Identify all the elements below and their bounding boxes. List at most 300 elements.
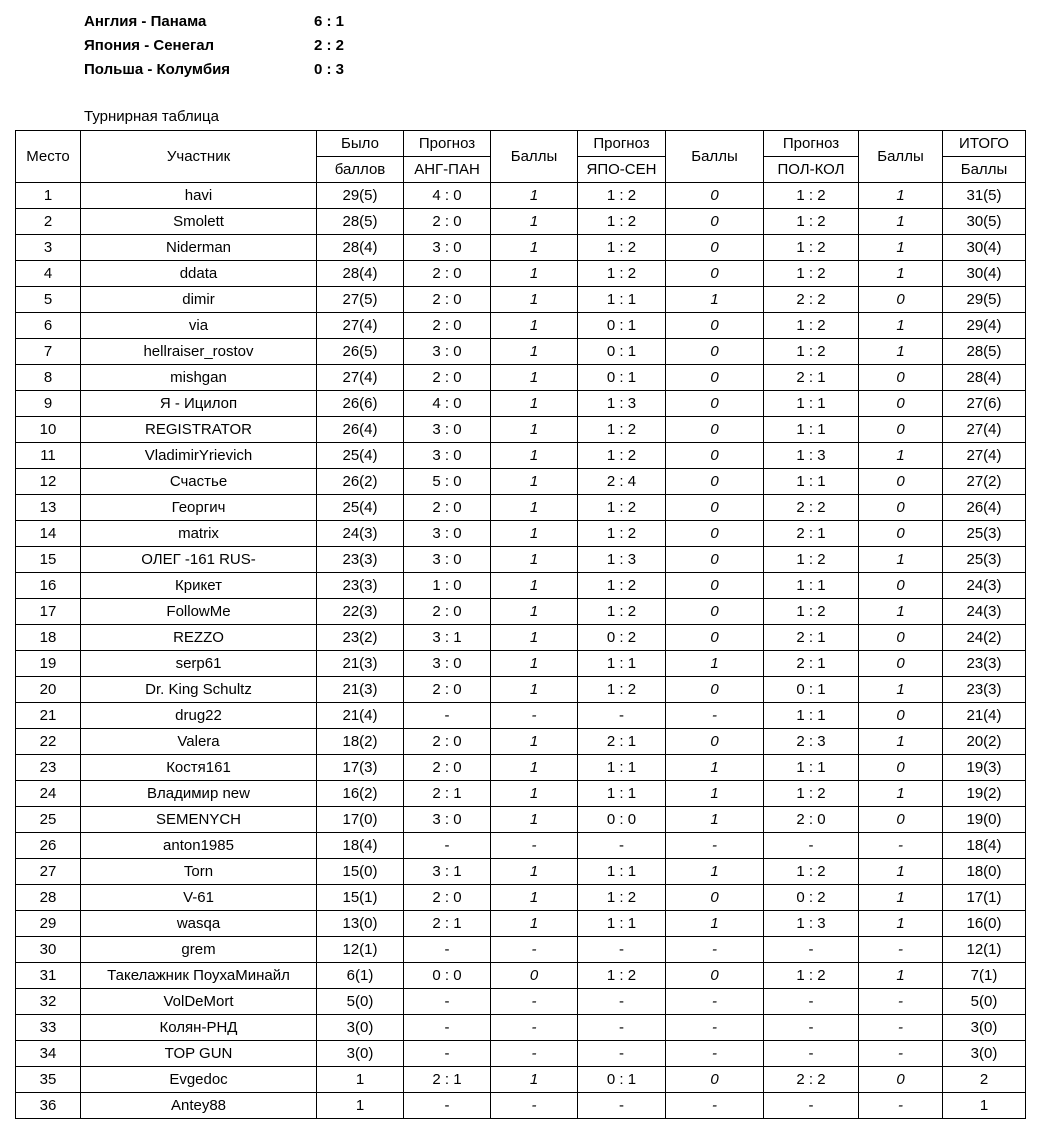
table-row bbox=[16, 1041, 1026, 1067]
cell-points-2: 0 bbox=[666, 677, 764, 703]
table-body bbox=[16, 183, 1026, 1119]
cell-place: 25 bbox=[16, 807, 81, 833]
cell-points-1: 1 bbox=[491, 313, 578, 339]
cell-forecast-1: 3 : 0 bbox=[404, 807, 491, 833]
cell-points-3: 1 bbox=[859, 339, 943, 365]
cell-forecast-2: 2 : 1 bbox=[578, 729, 666, 755]
cell-participant: serp61 bbox=[81, 651, 317, 677]
match-score: 0 : 3 bbox=[314, 61, 345, 78]
cell-points-2: 1 bbox=[666, 781, 764, 807]
cell-place: 10 bbox=[16, 417, 81, 443]
cell-participant: hellraiser_rostov bbox=[81, 339, 317, 365]
cell-prev-points: 26(6) bbox=[317, 391, 404, 417]
table-row bbox=[16, 573, 1026, 599]
cell-place: 26 bbox=[16, 833, 81, 859]
table-row bbox=[16, 313, 1026, 339]
header-place: Место bbox=[16, 131, 81, 183]
cell-points-1: 1 bbox=[491, 235, 578, 261]
cell-points-1: 1 bbox=[491, 469, 578, 495]
cell-total: 3(0) bbox=[943, 1015, 1026, 1041]
cell-total: 27(4) bbox=[943, 443, 1026, 469]
cell-forecast-2: 1 : 2 bbox=[578, 417, 666, 443]
cell-forecast-3: 1 : 3 bbox=[764, 911, 859, 937]
cell-points-2: 0 bbox=[666, 963, 764, 989]
cell-total: 7(1) bbox=[943, 963, 1026, 989]
cell-points-2: 0 bbox=[666, 573, 764, 599]
cell-forecast-3: 2 : 1 bbox=[764, 625, 859, 651]
cell-place: 17 bbox=[16, 599, 81, 625]
cell-prev-points: 5(0) bbox=[317, 989, 404, 1015]
cell-forecast-2: - bbox=[578, 1093, 666, 1119]
cell-points-1: 1 bbox=[491, 807, 578, 833]
cell-points-2: 0 bbox=[666, 235, 764, 261]
cell-prev-points: 21(3) bbox=[317, 651, 404, 677]
cell-total: 29(4) bbox=[943, 313, 1026, 339]
cell-forecast-2: - bbox=[578, 703, 666, 729]
cell-place: 27 bbox=[16, 859, 81, 885]
cell-forecast-3: 2 : 1 bbox=[764, 651, 859, 677]
cell-participant: SEMENYCH bbox=[81, 807, 317, 833]
cell-forecast-2: 1 : 2 bbox=[578, 495, 666, 521]
cell-points-3: 1 bbox=[859, 911, 943, 937]
cell-prev-points: 18(4) bbox=[317, 833, 404, 859]
match-score: 2 : 2 bbox=[314, 37, 345, 54]
cell-points-2: 0 bbox=[666, 183, 764, 209]
cell-forecast-1: 3 : 0 bbox=[404, 235, 491, 261]
table-row bbox=[16, 885, 1026, 911]
table-row bbox=[16, 703, 1026, 729]
cell-points-1: 1 bbox=[491, 521, 578, 547]
cell-forecast-3: 1 : 2 bbox=[764, 235, 859, 261]
cell-place: 13 bbox=[16, 495, 81, 521]
cell-total: 1 bbox=[943, 1093, 1026, 1119]
cell-points-1: - bbox=[491, 833, 578, 859]
header-match-3: ПОЛ-КОЛ bbox=[764, 157, 859, 183]
cell-total: 27(2) bbox=[943, 469, 1026, 495]
cell-points-3: 1 bbox=[859, 885, 943, 911]
cell-participant: wasqa bbox=[81, 911, 317, 937]
cell-place: 32 bbox=[16, 989, 81, 1015]
table-row bbox=[16, 677, 1026, 703]
cell-forecast-2: 1 : 2 bbox=[578, 261, 666, 287]
cell-forecast-2: 1 : 1 bbox=[578, 755, 666, 781]
cell-forecast-3: - bbox=[764, 833, 859, 859]
cell-points-3: - bbox=[859, 1093, 943, 1119]
match-teams: Англия - Панама bbox=[84, 13, 207, 30]
cell-forecast-1: 2 : 0 bbox=[404, 209, 491, 235]
cell-participant: Niderman bbox=[81, 235, 317, 261]
cell-place: 31 bbox=[16, 963, 81, 989]
cell-prev-points: 26(4) bbox=[317, 417, 404, 443]
cell-forecast-3: 1 : 2 bbox=[764, 313, 859, 339]
cell-points-2: - bbox=[666, 989, 764, 1015]
cell-total: 2 bbox=[943, 1067, 1026, 1093]
cell-place: 6 bbox=[16, 313, 81, 339]
cell-participant: Antey88 bbox=[81, 1093, 317, 1119]
cell-prev-points: 24(3) bbox=[317, 521, 404, 547]
standings-table bbox=[15, 130, 1026, 1119]
cell-prev-points: 28(5) bbox=[317, 209, 404, 235]
cell-participant: VolDeMort bbox=[81, 989, 317, 1015]
cell-total: 23(3) bbox=[943, 651, 1026, 677]
cell-forecast-2: 0 : 1 bbox=[578, 365, 666, 391]
cell-place: 18 bbox=[16, 625, 81, 651]
cell-forecast-3: 1 : 2 bbox=[764, 209, 859, 235]
cell-forecast-2: - bbox=[578, 937, 666, 963]
cell-total: 31(5) bbox=[943, 183, 1026, 209]
cell-forecast-3: 1 : 2 bbox=[764, 599, 859, 625]
cell-points-1: 1 bbox=[491, 495, 578, 521]
cell-place: 8 bbox=[16, 365, 81, 391]
cell-prev-points: 23(3) bbox=[317, 573, 404, 599]
cell-points-3: 1 bbox=[859, 677, 943, 703]
cell-forecast-3: 2 : 3 bbox=[764, 729, 859, 755]
table-row bbox=[16, 339, 1026, 365]
cell-total: 24(3) bbox=[943, 573, 1026, 599]
cell-forecast-1: 2 : 0 bbox=[404, 495, 491, 521]
cell-points-3: 1 bbox=[859, 963, 943, 989]
cell-place: 28 bbox=[16, 885, 81, 911]
cell-prev-points: 1 bbox=[317, 1093, 404, 1119]
cell-forecast-3: 1 : 2 bbox=[764, 547, 859, 573]
cell-total: 30(5) bbox=[943, 209, 1026, 235]
cell-forecast-3: 2 : 2 bbox=[764, 1067, 859, 1093]
cell-points-1: 1 bbox=[491, 677, 578, 703]
cell-place: 24 bbox=[16, 781, 81, 807]
cell-points-3: 1 bbox=[859, 547, 943, 573]
cell-points-3: 0 bbox=[859, 625, 943, 651]
cell-participant: drug22 bbox=[81, 703, 317, 729]
cell-forecast-3: 1 : 1 bbox=[764, 417, 859, 443]
cell-points-2: 1 bbox=[666, 859, 764, 885]
cell-points-1: 0 bbox=[491, 963, 578, 989]
cell-prev-points: 29(5) bbox=[317, 183, 404, 209]
cell-forecast-2: - bbox=[578, 1015, 666, 1041]
cell-points-3: 1 bbox=[859, 209, 943, 235]
cell-points-1: - bbox=[491, 989, 578, 1015]
cell-participant: Крикет bbox=[81, 573, 317, 599]
table-header bbox=[16, 131, 1026, 183]
cell-participant: Колян-РНД bbox=[81, 1015, 317, 1041]
header-total-top: ИТОГО bbox=[943, 131, 1026, 157]
cell-points-1: - bbox=[491, 937, 578, 963]
cell-forecast-1: 2 : 0 bbox=[404, 677, 491, 703]
cell-place: 4 bbox=[16, 261, 81, 287]
cell-forecast-2: 1 : 1 bbox=[578, 651, 666, 677]
cell-total: 27(6) bbox=[943, 391, 1026, 417]
cell-place: 34 bbox=[16, 1041, 81, 1067]
cell-place: 35 bbox=[16, 1067, 81, 1093]
cell-total: 3(0) bbox=[943, 1041, 1026, 1067]
table-row bbox=[16, 365, 1026, 391]
table-row bbox=[16, 495, 1026, 521]
cell-total: 28(4) bbox=[943, 365, 1026, 391]
cell-points-1: 1 bbox=[491, 209, 578, 235]
table-row bbox=[16, 235, 1026, 261]
cell-place: 33 bbox=[16, 1015, 81, 1041]
cell-participant: matrix bbox=[81, 521, 317, 547]
cell-place: 16 bbox=[16, 573, 81, 599]
cell-points-2: 1 bbox=[666, 651, 764, 677]
cell-prev-points: 27(5) bbox=[317, 287, 404, 313]
cell-participant: V-61 bbox=[81, 885, 317, 911]
cell-forecast-3: 0 : 2 bbox=[764, 885, 859, 911]
cell-prev-points: 23(2) bbox=[317, 625, 404, 651]
cell-forecast-1: - bbox=[404, 937, 491, 963]
cell-points-3: 1 bbox=[859, 235, 943, 261]
cell-forecast-2: 1 : 3 bbox=[578, 391, 666, 417]
cell-prev-points: 28(4) bbox=[317, 261, 404, 287]
cell-points-2: - bbox=[666, 937, 764, 963]
cell-points-2: 1 bbox=[666, 755, 764, 781]
cell-place: 14 bbox=[16, 521, 81, 547]
cell-forecast-2: 1 : 2 bbox=[578, 521, 666, 547]
cell-points-1: 1 bbox=[491, 781, 578, 807]
header-forecast-2: Прогноз bbox=[578, 131, 666, 157]
cell-forecast-1: 3 : 0 bbox=[404, 651, 491, 677]
cell-forecast-3: 2 : 0 bbox=[764, 807, 859, 833]
cell-points-2: 1 bbox=[666, 287, 764, 313]
cell-forecast-2: - bbox=[578, 989, 666, 1015]
cell-points-2: - bbox=[666, 1015, 764, 1041]
cell-points-1: 1 bbox=[491, 183, 578, 209]
cell-total: 28(5) bbox=[943, 339, 1026, 365]
cell-forecast-1: 3 : 1 bbox=[404, 859, 491, 885]
cell-points-3: 0 bbox=[859, 391, 943, 417]
cell-forecast-1: 3 : 0 bbox=[404, 443, 491, 469]
cell-participant: ОЛЕГ -161 RUS- bbox=[81, 547, 317, 573]
cell-forecast-1: 2 : 0 bbox=[404, 261, 491, 287]
cell-forecast-3: 1 : 2 bbox=[764, 963, 859, 989]
table-row bbox=[16, 183, 1026, 209]
cell-place: 22 bbox=[16, 729, 81, 755]
cell-total: 17(1) bbox=[943, 885, 1026, 911]
table-row bbox=[16, 287, 1026, 313]
cell-total: 25(3) bbox=[943, 521, 1026, 547]
cell-participant: dimir bbox=[81, 287, 317, 313]
cell-forecast-1: 2 : 1 bbox=[404, 781, 491, 807]
table-row bbox=[16, 859, 1026, 885]
cell-points-1: - bbox=[491, 1093, 578, 1119]
header-match-1: АНГ-ПАН bbox=[404, 157, 491, 183]
cell-forecast-3: 1 : 1 bbox=[764, 755, 859, 781]
table-row bbox=[16, 755, 1026, 781]
table-row bbox=[16, 391, 1026, 417]
cell-total: 19(3) bbox=[943, 755, 1026, 781]
header-forecast-3: Прогноз bbox=[764, 131, 859, 157]
cell-forecast-3: - bbox=[764, 937, 859, 963]
cell-forecast-1: 5 : 0 bbox=[404, 469, 491, 495]
cell-prev-points: 17(3) bbox=[317, 755, 404, 781]
cell-forecast-2: - bbox=[578, 1041, 666, 1067]
cell-points-2: 0 bbox=[666, 625, 764, 651]
cell-points-3: 0 bbox=[859, 1067, 943, 1093]
table-row bbox=[16, 261, 1026, 287]
cell-points-3: 1 bbox=[859, 183, 943, 209]
match-score: 6 : 1 bbox=[314, 13, 345, 30]
cell-points-1: 1 bbox=[491, 911, 578, 937]
table-row bbox=[16, 729, 1026, 755]
cell-points-3: 1 bbox=[859, 859, 943, 885]
cell-forecast-2: 1 : 2 bbox=[578, 183, 666, 209]
cell-forecast-3: - bbox=[764, 1041, 859, 1067]
cell-forecast-2: - bbox=[578, 833, 666, 859]
cell-points-3: 0 bbox=[859, 287, 943, 313]
cell-points-3: - bbox=[859, 1015, 943, 1041]
cell-forecast-3: 1 : 1 bbox=[764, 391, 859, 417]
cell-forecast-1: - bbox=[404, 1093, 491, 1119]
cell-forecast-3: 1 : 1 bbox=[764, 703, 859, 729]
cell-participant: via bbox=[81, 313, 317, 339]
cell-place: 36 bbox=[16, 1093, 81, 1119]
cell-points-1: 1 bbox=[491, 261, 578, 287]
cell-forecast-1: 2 : 0 bbox=[404, 365, 491, 391]
table-title: Турнирная таблица bbox=[84, 108, 219, 125]
table-row bbox=[16, 521, 1026, 547]
cell-forecast-2: 1 : 2 bbox=[578, 963, 666, 989]
cell-points-1: 1 bbox=[491, 339, 578, 365]
cell-prev-points: 3(0) bbox=[317, 1041, 404, 1067]
header-points-3: Баллы bbox=[859, 131, 943, 183]
cell-points-1: 1 bbox=[491, 599, 578, 625]
cell-points-2: 0 bbox=[666, 885, 764, 911]
cell-participant: Я - Ицилоп bbox=[81, 391, 317, 417]
cell-points-3: 0 bbox=[859, 521, 943, 547]
cell-forecast-1: 2 : 1 bbox=[404, 911, 491, 937]
cell-prev-points: 27(4) bbox=[317, 365, 404, 391]
cell-participant: havi bbox=[81, 183, 317, 209]
cell-forecast-3: 1 : 2 bbox=[764, 859, 859, 885]
cell-points-3: - bbox=[859, 1041, 943, 1067]
cell-prev-points: 1 bbox=[317, 1067, 404, 1093]
cell-points-2: 0 bbox=[666, 365, 764, 391]
cell-place: 19 bbox=[16, 651, 81, 677]
cell-total: 23(3) bbox=[943, 677, 1026, 703]
cell-place: 9 bbox=[16, 391, 81, 417]
cell-participant: grem bbox=[81, 937, 317, 963]
header-forecast-1: Прогноз bbox=[404, 131, 491, 157]
cell-forecast-1: 2 : 0 bbox=[404, 755, 491, 781]
cell-points-3: - bbox=[859, 989, 943, 1015]
cell-points-3: - bbox=[859, 833, 943, 859]
cell-forecast-2: 1 : 2 bbox=[578, 573, 666, 599]
cell-forecast-3: 1 : 2 bbox=[764, 183, 859, 209]
cell-forecast-1: - bbox=[404, 1041, 491, 1067]
table-row bbox=[16, 209, 1026, 235]
cell-place: 20 bbox=[16, 677, 81, 703]
cell-prev-points: 22(3) bbox=[317, 599, 404, 625]
cell-points-1: - bbox=[491, 703, 578, 729]
cell-points-3: 0 bbox=[859, 807, 943, 833]
cell-forecast-3: 2 : 2 bbox=[764, 287, 859, 313]
cell-prev-points: 13(0) bbox=[317, 911, 404, 937]
table-row bbox=[16, 1015, 1026, 1041]
cell-forecast-3: 1 : 3 bbox=[764, 443, 859, 469]
cell-points-2: 0 bbox=[666, 729, 764, 755]
cell-forecast-3: 2 : 1 bbox=[764, 365, 859, 391]
cell-participant: Valera bbox=[81, 729, 317, 755]
table-row bbox=[16, 807, 1026, 833]
table-row bbox=[16, 833, 1026, 859]
cell-forecast-2: 1 : 2 bbox=[578, 885, 666, 911]
cell-total: 19(0) bbox=[943, 807, 1026, 833]
cell-points-2: 0 bbox=[666, 521, 764, 547]
cell-forecast-1: 3 : 0 bbox=[404, 547, 491, 573]
cell-participant: FollowMe bbox=[81, 599, 317, 625]
table-row bbox=[16, 781, 1026, 807]
cell-forecast-1: 0 : 0 bbox=[404, 963, 491, 989]
cell-points-3: 0 bbox=[859, 651, 943, 677]
cell-place: 2 bbox=[16, 209, 81, 235]
cell-prev-points: 21(4) bbox=[317, 703, 404, 729]
cell-points-1: 1 bbox=[491, 417, 578, 443]
cell-participant: Torn bbox=[81, 859, 317, 885]
cell-total: 20(2) bbox=[943, 729, 1026, 755]
cell-forecast-1: 2 : 0 bbox=[404, 885, 491, 911]
cell-forecast-2: 1 : 1 bbox=[578, 287, 666, 313]
cell-prev-points: 12(1) bbox=[317, 937, 404, 963]
cell-prev-points: 16(2) bbox=[317, 781, 404, 807]
cell-points-2: - bbox=[666, 703, 764, 729]
cell-forecast-1: 2 : 0 bbox=[404, 313, 491, 339]
cell-prev-points: 28(4) bbox=[317, 235, 404, 261]
cell-participant: Smolett bbox=[81, 209, 317, 235]
cell-points-3: 1 bbox=[859, 781, 943, 807]
cell-forecast-1: 4 : 0 bbox=[404, 183, 491, 209]
cell-forecast-3: 1 : 2 bbox=[764, 261, 859, 287]
cell-points-3: 1 bbox=[859, 443, 943, 469]
cell-participant: anton1985 bbox=[81, 833, 317, 859]
cell-points-3: 1 bbox=[859, 313, 943, 339]
table-row bbox=[16, 1093, 1026, 1119]
cell-points-2: 0 bbox=[666, 391, 764, 417]
cell-points-2: 0 bbox=[666, 495, 764, 521]
cell-place: 30 bbox=[16, 937, 81, 963]
cell-place: 5 bbox=[16, 287, 81, 313]
cell-place: 7 bbox=[16, 339, 81, 365]
cell-participant: Dr. King Schultz bbox=[81, 677, 317, 703]
cell-points-2: 0 bbox=[666, 261, 764, 287]
cell-points-3: 1 bbox=[859, 599, 943, 625]
cell-forecast-3: - bbox=[764, 989, 859, 1015]
table-row bbox=[16, 547, 1026, 573]
cell-prev-points: 6(1) bbox=[317, 963, 404, 989]
cell-prev-points: 17(0) bbox=[317, 807, 404, 833]
cell-forecast-1: 2 : 0 bbox=[404, 599, 491, 625]
cell-forecast-2: 1 : 1 bbox=[578, 911, 666, 937]
cell-points-1: 1 bbox=[491, 885, 578, 911]
cell-points-1: 1 bbox=[491, 391, 578, 417]
cell-points-3: - bbox=[859, 937, 943, 963]
cell-forecast-2: 1 : 2 bbox=[578, 599, 666, 625]
cell-total: 30(4) bbox=[943, 261, 1026, 287]
cell-place: 12 bbox=[16, 469, 81, 495]
cell-total: 29(5) bbox=[943, 287, 1026, 313]
cell-participant: VladimirYrievich bbox=[81, 443, 317, 469]
cell-forecast-2: 2 : 4 bbox=[578, 469, 666, 495]
header-points-2: Баллы bbox=[666, 131, 764, 183]
cell-prev-points: 25(4) bbox=[317, 443, 404, 469]
cell-points-2: 1 bbox=[666, 807, 764, 833]
cell-forecast-1: 3 : 0 bbox=[404, 521, 491, 547]
cell-points-2: - bbox=[666, 1041, 764, 1067]
cell-points-1: 1 bbox=[491, 755, 578, 781]
cell-forecast-2: 0 : 0 bbox=[578, 807, 666, 833]
match-teams: Япония - Сенегал bbox=[84, 37, 215, 54]
cell-points-2: 0 bbox=[666, 469, 764, 495]
cell-points-2: 0 bbox=[666, 417, 764, 443]
cell-prev-points: 21(3) bbox=[317, 677, 404, 703]
